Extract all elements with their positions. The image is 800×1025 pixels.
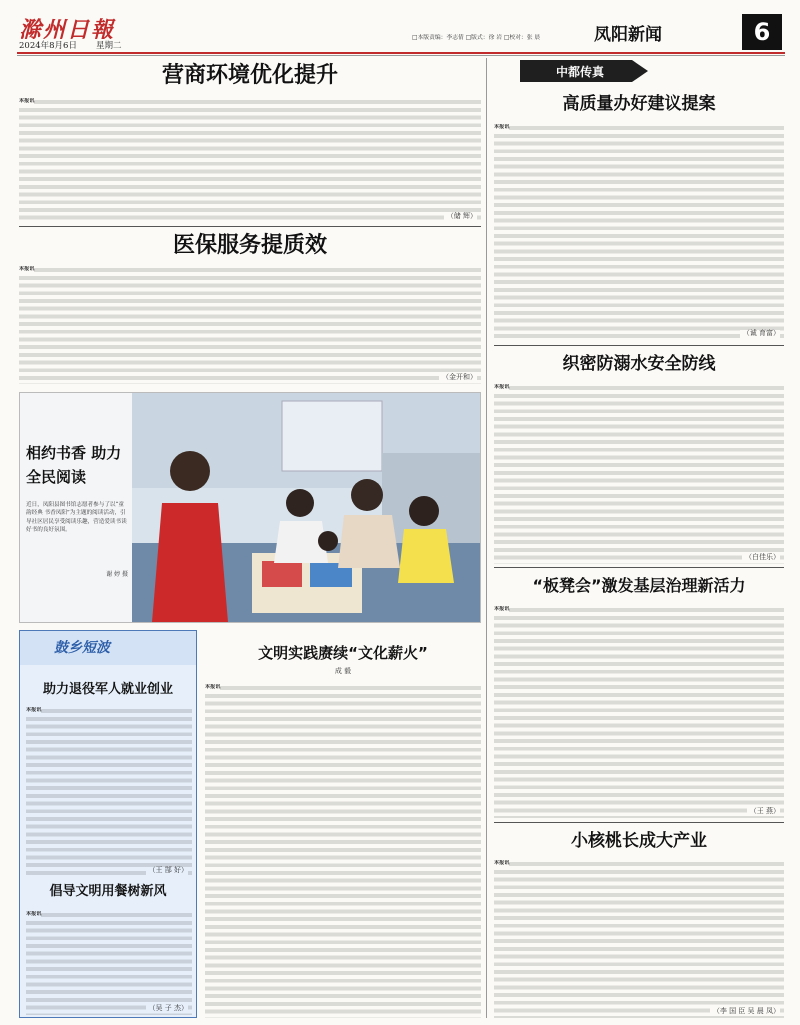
article-byline: （诚 育富） <box>740 330 780 338</box>
article-byline: （金开和） <box>439 374 477 382</box>
article-byline: （李 国 臣 吴 晨 凤） <box>710 1008 780 1016</box>
article-lead: 本报讯 <box>205 684 221 690</box>
reading-event-photo <box>132 393 481 622</box>
masthead-rule <box>17 52 785 54</box>
short-news-1-title: 助力退役军人就业创业 <box>42 682 173 697</box>
issue-date: 2024年8月6日 <box>19 41 77 51</box>
article-lead: 本报讯 <box>19 266 35 272</box>
photo-caption-panel <box>20 393 132 622</box>
article-板凳会-title: “板凳会”激发基层治理新活力 <box>532 576 746 595</box>
article-lead: 本报讯 <box>26 707 42 713</box>
column-divider <box>486 58 487 1018</box>
article-防溺水-title: 织密防溺水安全防线 <box>562 354 716 374</box>
article-byline: （王 郜 好） <box>146 867 188 875</box>
zhongdu-banner-text: 中都传真 <box>556 65 605 79</box>
article-医保-title: 医保服务提质效 <box>172 233 327 258</box>
short-news-box <box>19 630 197 1018</box>
divider <box>494 567 784 568</box>
photo-caption-text: 近日，凤阳县图书馆志愿者参与了以“童韵经典 书香凤阳”为主题的阅读活动，引导社区居民享受阅读乐趣，营造爱读书读好书的良好氛围。 <box>26 502 127 534</box>
article-文明实践-author: 成 毅 <box>334 667 352 675</box>
divider <box>494 345 784 346</box>
article-lead: 本报讯 <box>26 911 42 917</box>
short-news-1-body <box>26 707 192 877</box>
article-文明实践-body <box>205 684 481 1018</box>
short-news-banner <box>20 631 196 665</box>
section-name: 凤阳新闻 <box>594 25 662 44</box>
photo-caption-title: 相约书香 助力全民阅读 <box>26 444 122 486</box>
article-byline: （王 燕） <box>747 808 780 816</box>
issue-weekday: 星期二 <box>96 41 122 51</box>
article-lead: 本报讯 <box>494 606 510 612</box>
article-板凳会-body <box>494 606 784 818</box>
photo-credit: 谢 婷 摄 <box>106 571 128 578</box>
article-byline: （吴 子 杰） <box>146 1005 188 1013</box>
article-小核桃-title: 小核桃长成大产业 <box>571 831 707 851</box>
short-news-2-body <box>26 911 192 1015</box>
article-lead: 本报讯 <box>19 98 35 104</box>
article-lead: 本报讯 <box>494 124 510 130</box>
article-防溺水-body <box>494 384 784 564</box>
article-byline: （白佳乐） <box>742 554 780 562</box>
article-lead: 本报讯 <box>494 384 510 390</box>
article-营商环境-title: 营商环境优化提升 <box>161 63 338 88</box>
article-建议提案-title: 高质量办好建议提案 <box>562 94 716 114</box>
editor-credits: □本版责编：李志倩 □版式：徐 岩 □校对：张 晨 <box>412 35 541 41</box>
article-lead: 本报讯 <box>494 860 510 866</box>
zhongdu-banner <box>520 60 648 82</box>
short-news-2-title: 倡导文明用餐树新风 <box>49 884 167 899</box>
article-医保-body <box>19 266 481 384</box>
divider <box>19 226 481 227</box>
article-建议提案-body <box>494 124 784 340</box>
short-news-banner-text: 鼓乡短波 <box>54 640 110 656</box>
article-营商环境-body <box>19 98 481 223</box>
divider <box>494 822 784 823</box>
article-byline: （储 辉） <box>444 213 477 221</box>
article-小核桃-body <box>494 860 784 1018</box>
masthead-thin-rule <box>17 55 785 56</box>
article-文明实践-title: 文明实践赓续“文化薪火” <box>258 644 428 662</box>
page-number: 6 <box>742 14 782 50</box>
photo-frame <box>19 392 481 623</box>
newspaper-logo: 滁州日報 <box>19 17 116 39</box>
